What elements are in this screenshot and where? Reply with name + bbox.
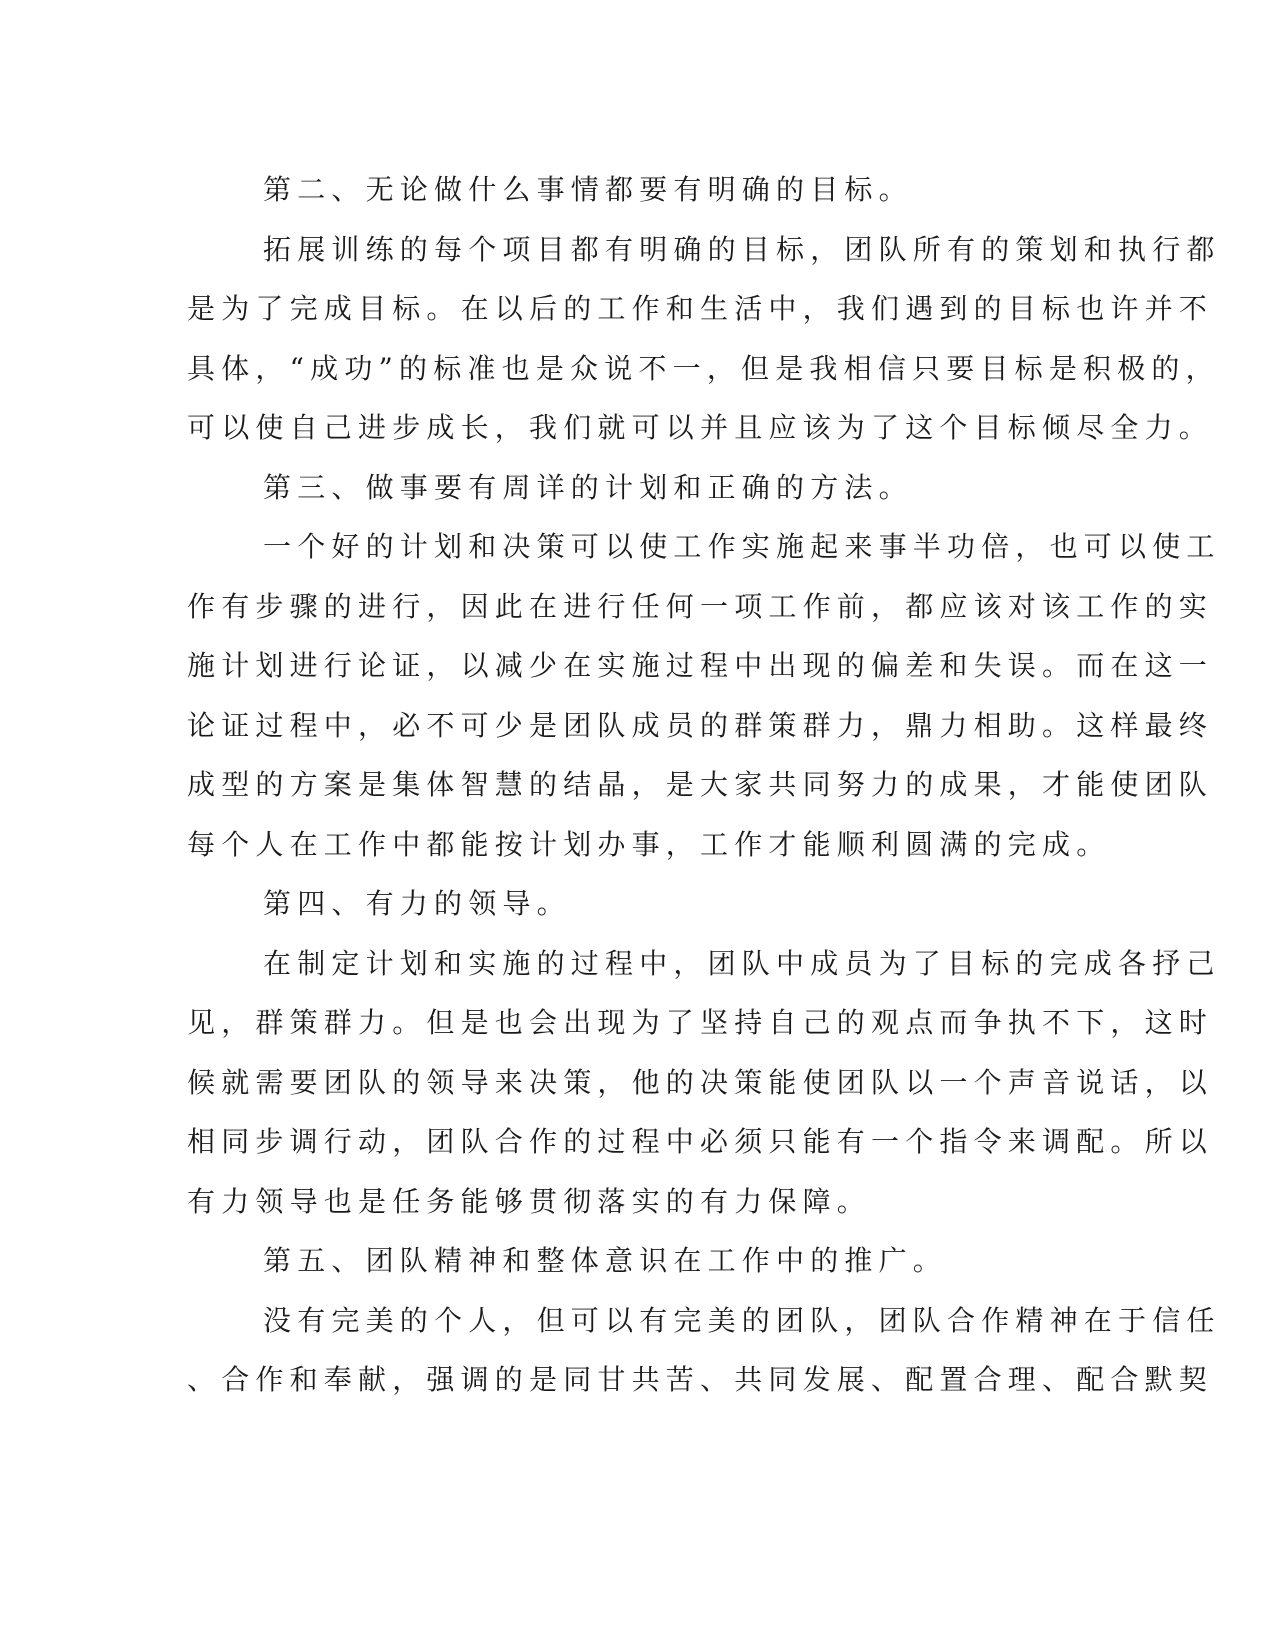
heading-point-two: 第二、无论做什么事情都要有明确的目标。 [263, 173, 913, 206]
paragraph-line: 作有步骤的进行，因此在进行任何一项工作前，都应该对该工作的实 [187, 589, 1214, 623]
document-body [187, 160, 1221, 1410]
paragraph-line: 具体，“成功”的标准也是众说不一，但是我相信只要目标是积极的， [187, 351, 1220, 385]
paragraph-line: 每个人在工作中都能按计划办事，工作才能顺利圆满的完成。 [187, 827, 1111, 861]
paragraph-line: 是为了完成目标。在以后的工作和生活中，我们遇到的目标也许并不 [187, 292, 1214, 325]
paragraph-line: 、合作和奉献，强调的是同甘共苦、共同发展、配置合理、配合默契 [187, 1363, 1214, 1396]
paragraph-line: 没有完美的个人，但可以有完美的团队，团队合作精神在于信任 [263, 1303, 1221, 1337]
heading-point-three: 第三、做事要有周详的计划和正确的方法。 [263, 470, 913, 504]
paragraph-line: 拓展训练的每个项目都有明确的目标，团队所有的策划和执行都 [263, 232, 1221, 266]
heading-point-five: 第五、团队精神和整体意识在工作中的推广。 [263, 1244, 948, 1277]
paragraph-line: 候就需要团队的领导来决策，他的决策能使团队以一个声音说话，以 [187, 1065, 1214, 1099]
paragraph-line: 可以使自己进步成长，我们就可以并且应该为了这个目标倾尽全力。 [187, 411, 1214, 444]
paragraph-line: 施计划进行论证，以减少在实施过程中出现的偏差和失误。而在这一 [187, 649, 1214, 682]
paragraph-line: 成型的方案是集体智慧的结晶，是大家共同努力的成果，才能使团队 [187, 768, 1214, 801]
paragraph-line: 相同步调行动，团队合作的过程中必须只能有一个指令来调配。所以 [187, 1125, 1214, 1158]
paragraph-line: 见，群策群力。但是也会出现为了坚持自己的观点而争执不下，这时 [187, 1006, 1214, 1039]
paragraph-line: 在制定计划和实施的过程中，团队中成员为了目标的完成各抒己 [263, 946, 1221, 980]
heading-point-four: 第四、有力的领导。 [263, 887, 571, 920]
paragraph-line: 论证过程中，必不可少是团队成员的群策群力，鼎力相助。这样最终 [187, 708, 1214, 742]
paragraph-line: 一个好的计划和决策可以使工作实施起来事半功倍，也可以使工 [263, 530, 1221, 563]
paragraph-line: 有力领导也是任务能够贯彻落实的有力保障。 [187, 1184, 872, 1218]
